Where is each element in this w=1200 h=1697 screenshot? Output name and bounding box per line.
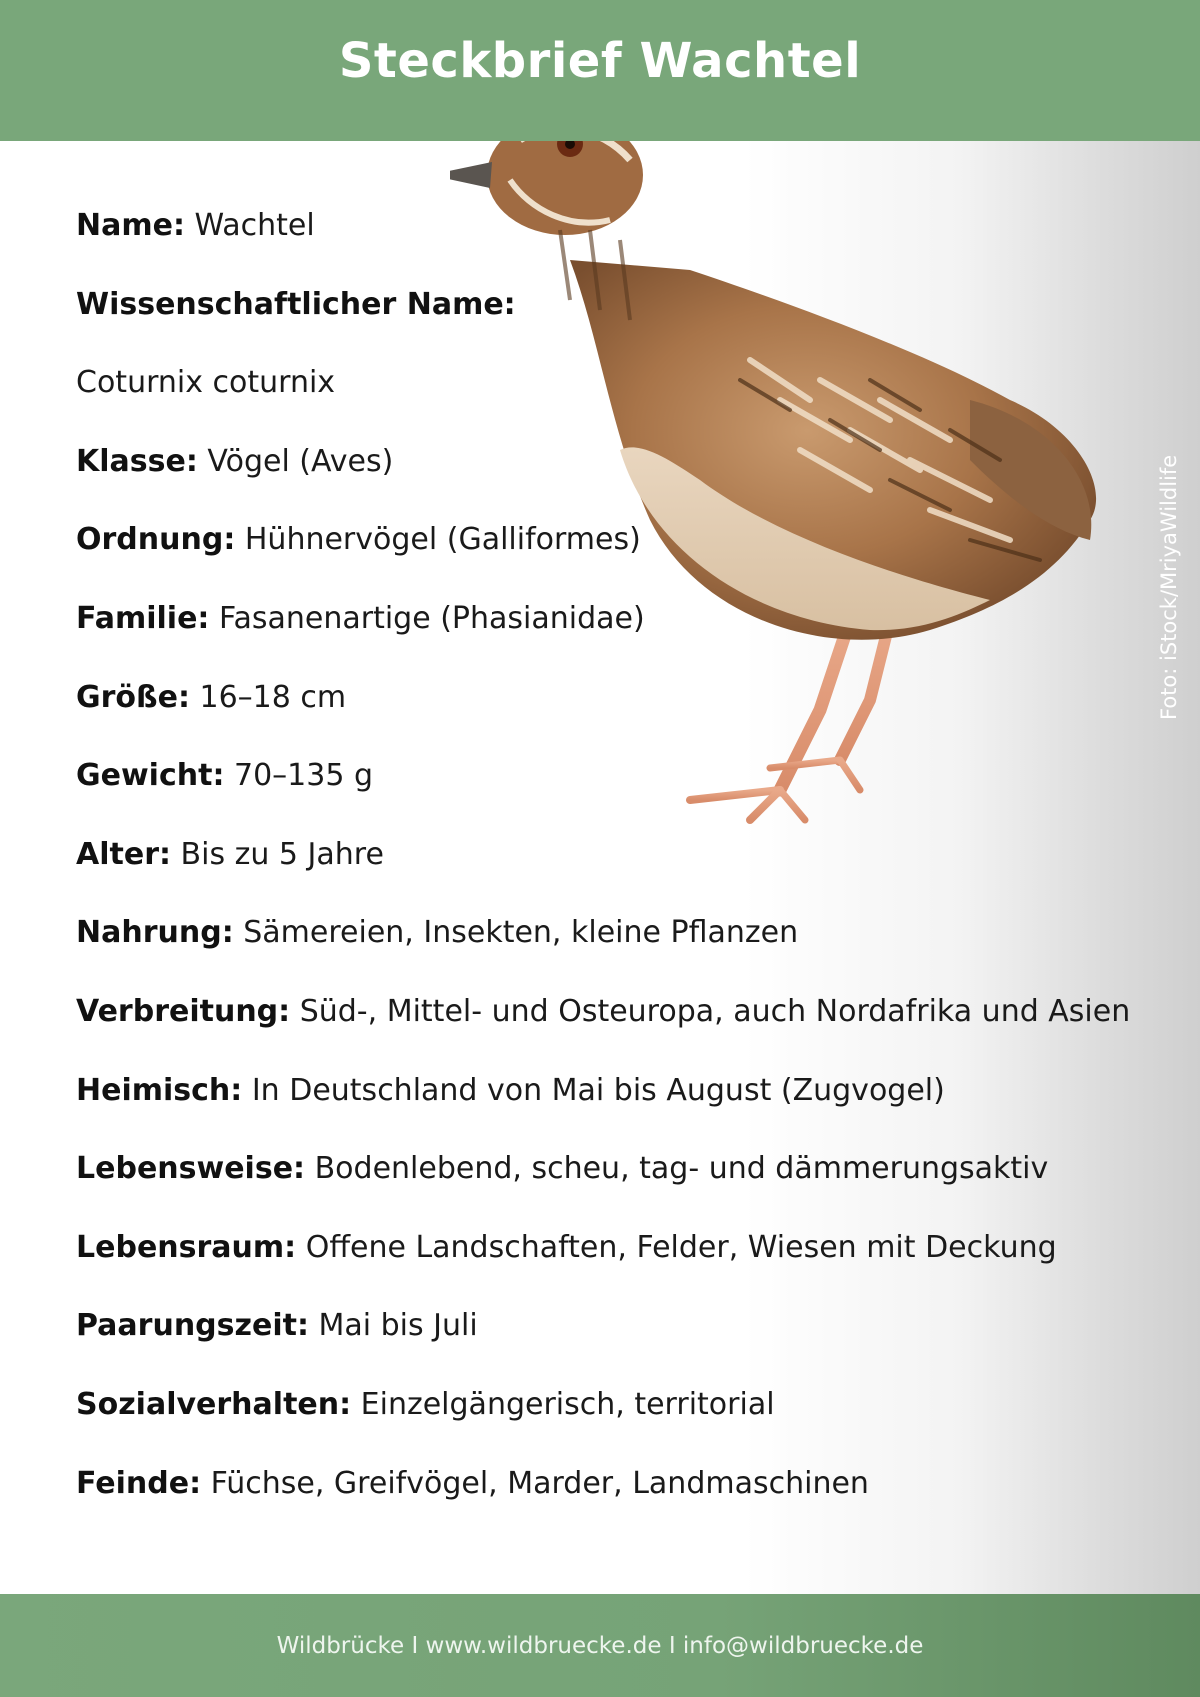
fact-value: Süd-, Mittel- und Osteuropa, auch Nordafrika und Asien <box>299 993 1131 1029</box>
fact-value: Fasanenartige (Phasianidae) <box>218 600 645 636</box>
fact-label: Größe: <box>76 679 190 715</box>
fact-row <box>76 358 1136 437</box>
fact-value: Vögel (Aves) <box>207 443 394 479</box>
fact-value: Einzelgängerisch, territorial <box>360 1386 775 1422</box>
fact-label: Feinde: <box>76 1465 202 1501</box>
fact-label: Name: <box>76 208 185 243</box>
fact-row <box>76 515 1136 594</box>
fact-label: Heimisch: <box>76 1072 243 1108</box>
fact-label: Verbreitung: <box>76 993 291 1029</box>
page-title: Steckbrief Wachtel <box>338 32 862 89</box>
fact-label: Nahrung: <box>76 915 234 951</box>
fact-row <box>76 751 1136 830</box>
fact-label: Wissenschaftlicher Name: <box>76 286 516 322</box>
fact-value: 16–18 cm <box>199 679 347 715</box>
fact-row <box>76 987 1136 1066</box>
fact-value: Sämereien, Insekten, kleine Pflanzen <box>243 915 799 951</box>
fact-value: Bis zu 5 Jahre <box>180 836 384 872</box>
fact-row <box>76 1380 1136 1459</box>
header-banner <box>0 0 1200 141</box>
photo-credit: Foto: iStock/MriyaWildlife <box>1157 454 1181 720</box>
fact-list <box>76 201 1136 1537</box>
fact-label: Klasse: <box>76 443 198 479</box>
fact-value: Hühnervögel (Galliformes) <box>244 522 641 558</box>
fact-row <box>76 908 1136 987</box>
fact-row <box>76 1301 1136 1380</box>
fact-row <box>76 673 1136 752</box>
fact-value: Füchse, Greifvögel, Marder, Landmaschinen <box>210 1465 869 1501</box>
fact-label: Gewicht: <box>76 758 225 794</box>
fact-value: Wachtel <box>194 208 315 243</box>
footer-bar <box>0 1594 1200 1697</box>
fact-value: Coturnix coturnix <box>76 365 336 401</box>
fact-value: Offene Landschaften, Felder, Wiesen mit Deckung <box>305 1229 1057 1265</box>
fact-label: Alter: <box>76 836 171 872</box>
fact-value: Mai bis Juli <box>318 1308 478 1344</box>
fact-value: In Deutschland von Mai bis August (Zugvogel) <box>251 1072 945 1108</box>
footer-contact: Wildbrücke I www.wildbruecke.de I info@wildbruecke.de <box>276 1632 924 1659</box>
fact-value: 70–135 g <box>234 758 374 794</box>
fact-row <box>76 1066 1136 1145</box>
quail-beak <box>450 162 492 188</box>
fact-label: Familie: <box>76 600 210 636</box>
fact-row <box>76 594 1136 673</box>
fact-value: Bodenlebend, scheu, tag- und dämmerungsaktiv <box>314 1151 1049 1187</box>
fact-label: Lebensraum: <box>76 1229 297 1265</box>
fact-row <box>76 280 1136 359</box>
fact-row <box>76 830 1136 909</box>
fact-label: Paarungszeit: <box>76 1308 309 1344</box>
fact-label: Sozialverhalten: <box>76 1386 352 1422</box>
fact-row <box>76 1459 1136 1538</box>
fact-row <box>76 201 1136 280</box>
fact-row <box>76 1223 1136 1302</box>
fact-row <box>76 437 1136 516</box>
fact-label: Ordnung: <box>76 522 236 558</box>
fact-row <box>76 1144 1136 1223</box>
fact-label: Lebensweise: <box>76 1151 306 1187</box>
